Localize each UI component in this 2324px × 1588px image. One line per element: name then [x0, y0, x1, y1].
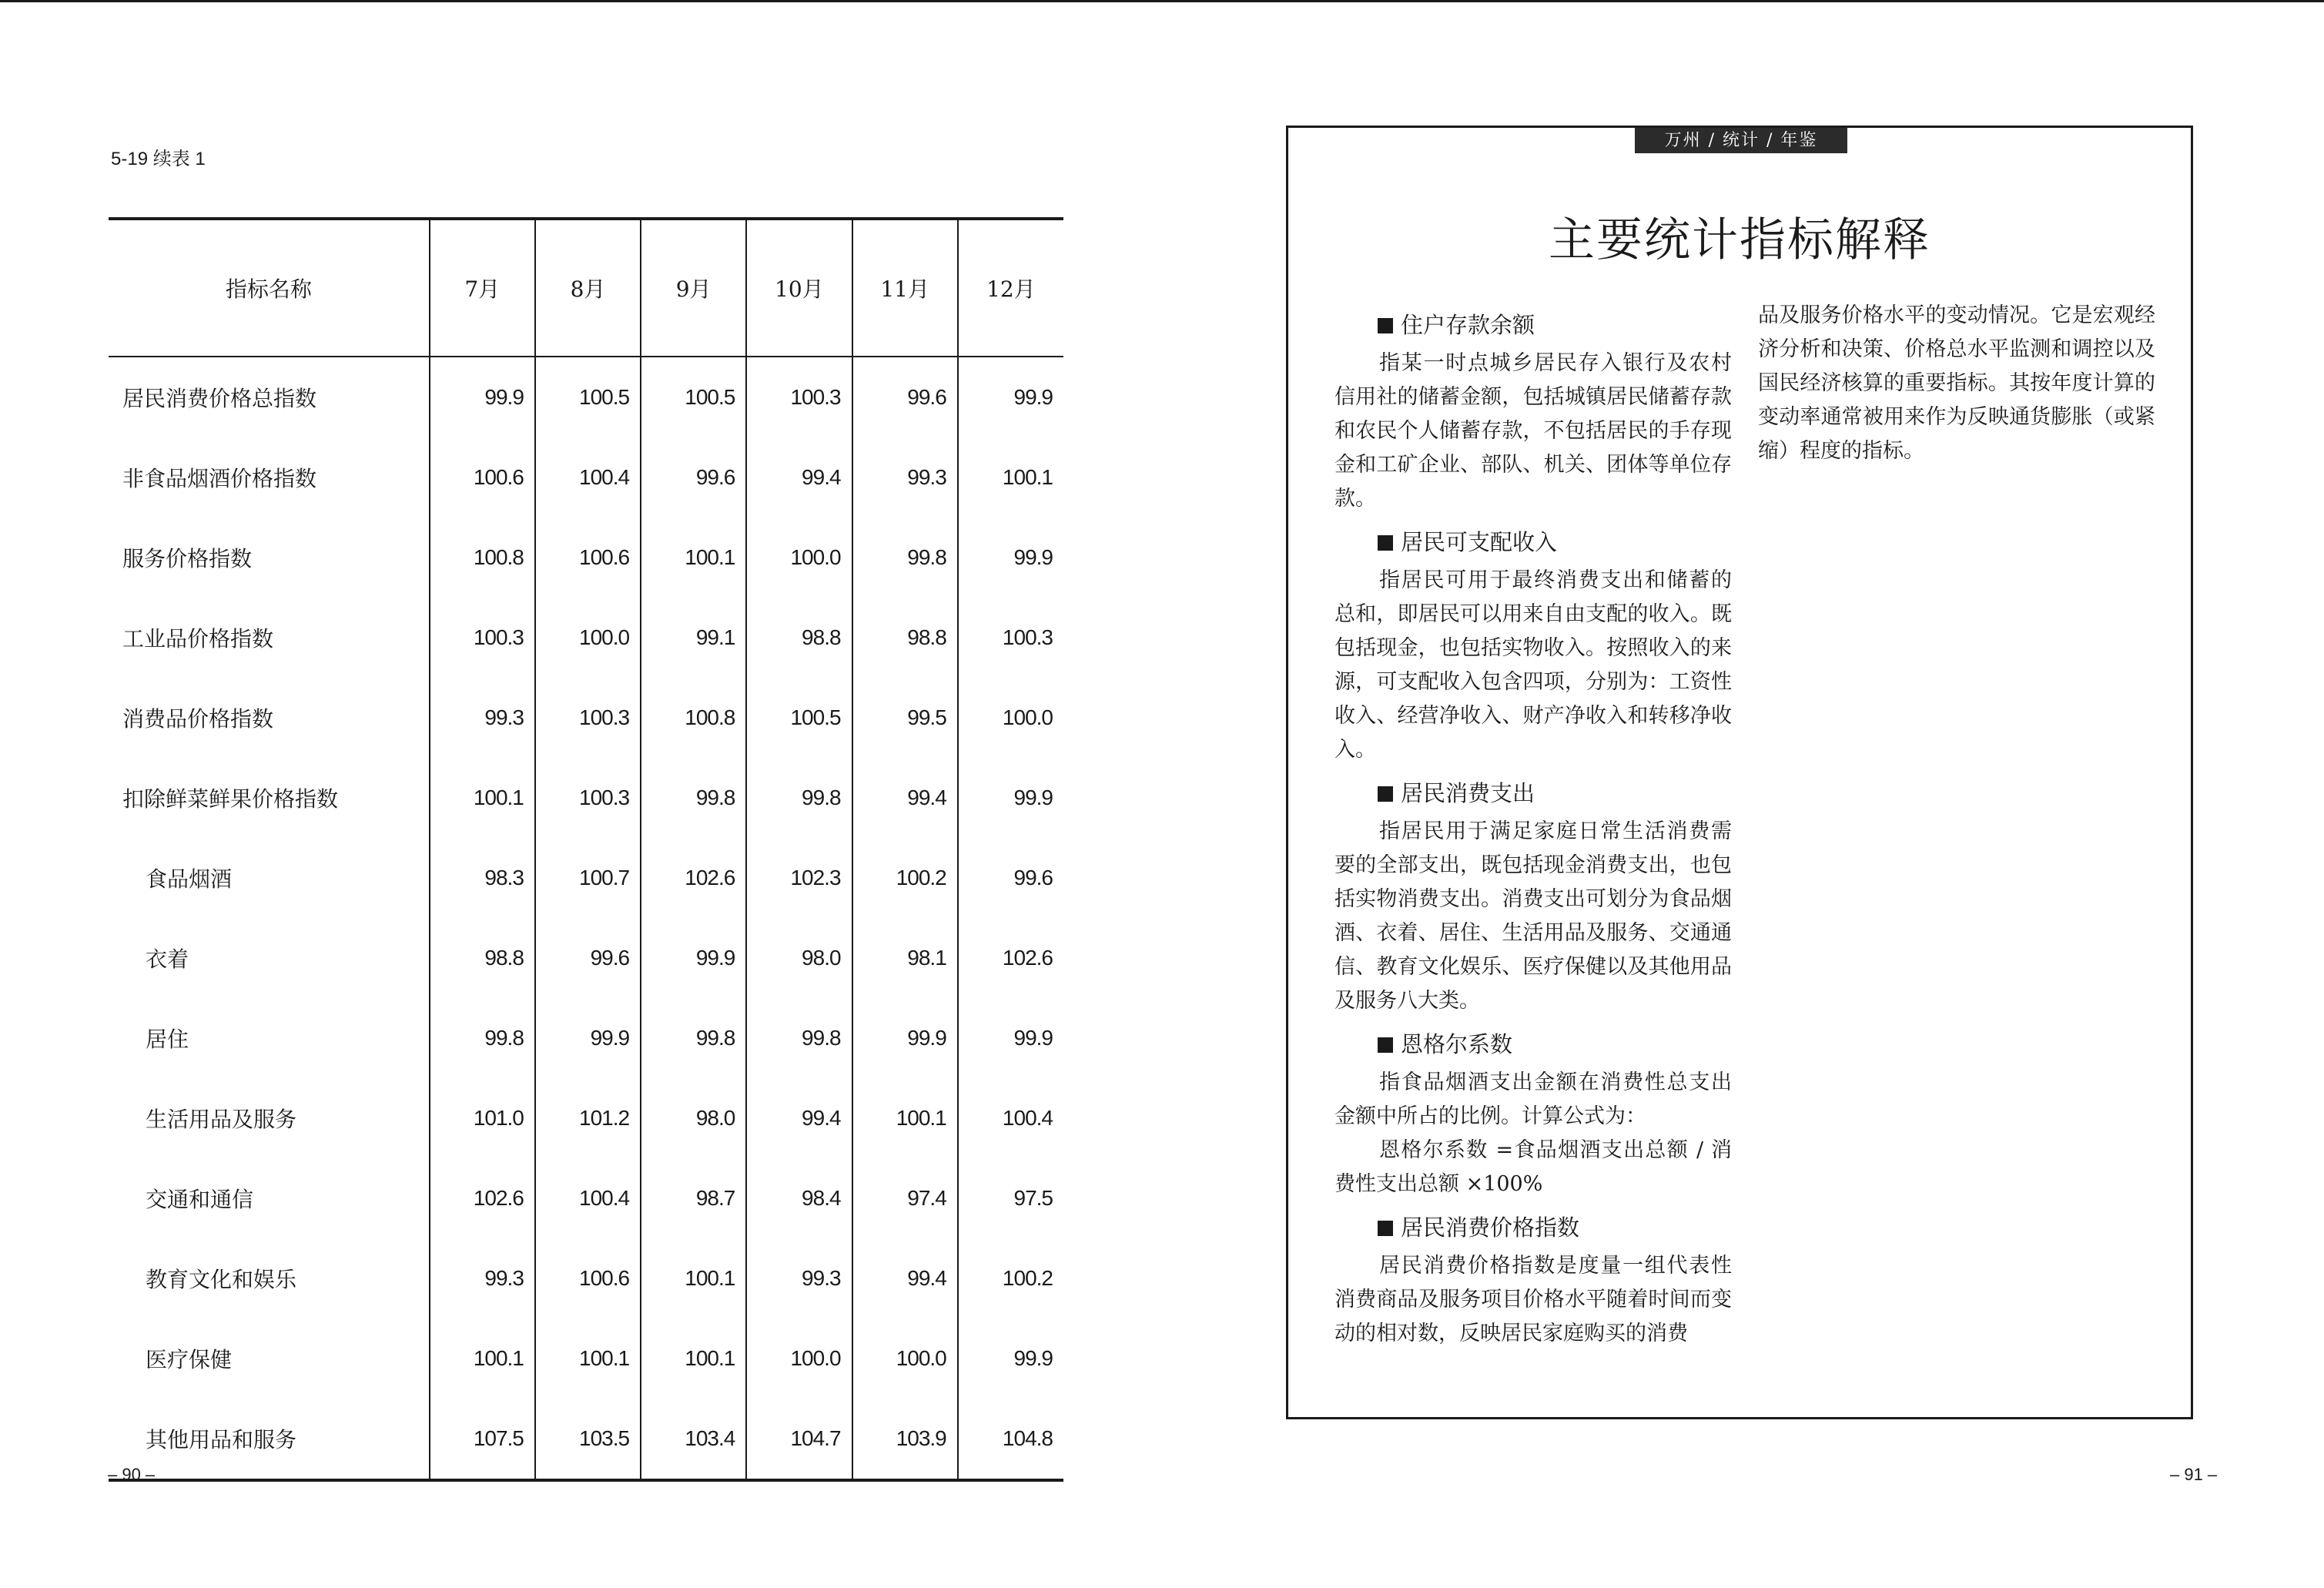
- index-value-cell: 101.0: [430, 1078, 535, 1158]
- index-value-cell: 98.0: [746, 918, 852, 998]
- row-indicator-name: 衣着: [146, 946, 189, 972]
- row-indicator-name: 生活用品及服务: [146, 1107, 297, 1132]
- index-value-cell: 99.8: [641, 998, 746, 1078]
- index-value-cell: 99.4: [746, 1078, 852, 1158]
- square-bullet-icon: [1378, 786, 1393, 802]
- index-value-cell: 100.5: [641, 357, 746, 437]
- header-month: 12月: [958, 219, 1063, 357]
- row-indicator-name: 医疗保健: [146, 1347, 233, 1372]
- index-value-cell: 99.9: [958, 1318, 1063, 1399]
- section-heading: 恩格尔系数: [1378, 1027, 1732, 1061]
- index-value-cell: 100.5: [535, 357, 641, 437]
- index-value-cell: 99.8: [430, 998, 535, 1078]
- section: [1334, 525, 1732, 767]
- table-body: [109, 357, 1063, 1480]
- index-value-cell: 99.9: [535, 998, 641, 1078]
- index-value-cell: 102.6: [958, 918, 1063, 998]
- table-row: [109, 1078, 1063, 1158]
- index-value-cell: 102.6: [641, 838, 746, 918]
- index-value-cell: 100.2: [958, 1238, 1063, 1318]
- table-row: [109, 357, 1063, 437]
- row-indicator-name: 消费品价格指数: [122, 706, 274, 732]
- index-value-cell: 99.4: [746, 437, 852, 518]
- section-continuation: 品及服务价格水平的变动情况。它是宏观经济分析和决策、价格总水平监测和调控以及国民经济核算的重要指标。其按年度计算的变动率通常被用来作为反映通货膨胀（或紧缩）程度的指标。: [1758, 303, 2155, 463]
- section: [1334, 308, 1732, 516]
- header-month: 9月: [641, 219, 746, 357]
- index-value-cell: 99.9: [958, 998, 1063, 1078]
- index-value-cell: 100.4: [535, 1158, 641, 1238]
- index-value-cell: 100.1: [641, 518, 746, 598]
- index-value-cell: 107.5: [430, 1399, 535, 1480]
- table-row: [109, 1238, 1063, 1318]
- section-body: 指居民用于满足家庭日常生活消费需要的全部支出，既包括现金消费支出，也包括实物消费支出。消费支出可划分为食品烟酒、衣着、居住、生活用品及服务、交通通信、教育文化娱乐、医疗保健以及其他用品及服务八大类。: [1334, 819, 1732, 1013]
- section-body: 指某一时点城乡居民存入银行及农村信用社的储蓄金额，包括城镇居民储蓄存款和农民个人储蓄存款，不包括居民的手存现金和工矿企业、部队、机关、团体等单位存款。: [1334, 351, 1732, 511]
- row-indicator-name: 教育文化和娱乐: [146, 1267, 297, 1292]
- index-value-cell: 103.9: [852, 1399, 958, 1480]
- index-value-cell: 100.3: [535, 758, 641, 838]
- table-row: [109, 998, 1063, 1078]
- index-value-cell: 98.8: [430, 918, 535, 998]
- index-value-cell: 100.3: [430, 598, 535, 678]
- index-value-cell: 104.8: [958, 1399, 1063, 1480]
- index-value-cell: 100.7: [535, 838, 641, 918]
- index-value-cell: 100.5: [746, 678, 852, 758]
- index-value-cell: 99.9: [430, 357, 535, 437]
- section-body: 指居民可用于最终消费支出和储蓄的总和，即居民可以用来自由支配的收入。既包括现金，也包括实物收入。按照收入的来源，可支配收入包含四项，分别为：工资性收入、经营净收入、财产净收入和转移净收入。: [1334, 568, 1732, 762]
- index-value-cell: 99.6: [641, 437, 746, 518]
- index-value-cell: 97.5: [958, 1158, 1063, 1238]
- section-body: 指食品烟酒支出金额在消费性总支出金额中所占的比例。计算公式为：: [1334, 1070, 1732, 1128]
- index-value-cell: 100.0: [852, 1318, 958, 1399]
- index-value-cell: 100.0: [535, 598, 641, 678]
- square-bullet-icon: [1378, 535, 1393, 551]
- index-value-cell: 99.6: [958, 838, 1063, 918]
- index-value-cell: 99.3: [430, 678, 535, 758]
- index-value-cell: 98.8: [852, 598, 958, 678]
- definitions-frame: [1286, 126, 2193, 1419]
- table-row: [109, 918, 1063, 998]
- square-bullet-icon: [1378, 1037, 1393, 1053]
- table-header-row: [109, 219, 1063, 357]
- index-value-cell: 99.6: [852, 357, 958, 437]
- table-row: [109, 1158, 1063, 1238]
- table-row: [109, 437, 1063, 518]
- index-value-cell: 99.1: [641, 598, 746, 678]
- index-value-cell: 98.3: [430, 838, 535, 918]
- index-value-cell: 100.1: [852, 1078, 958, 1158]
- section-heading: 居民可支配收入: [1378, 525, 1732, 559]
- index-value-cell: 104.7: [746, 1399, 852, 1480]
- row-indicator-name: 扣除鲜菜鲜果价格指数: [122, 786, 339, 812]
- index-value-cell: 100.3: [746, 357, 852, 437]
- price-index-table: [109, 217, 1063, 1482]
- header-month: 7月: [430, 219, 535, 357]
- section-body: 居民消费价格指数是度量一组代表性消费商品及服务项目价格水平随着时间而变动的相对数，反映居民家庭购买的消费: [1334, 1254, 1732, 1345]
- table-row: [109, 838, 1063, 918]
- section-heading: 居民消费价格指数: [1378, 1211, 1732, 1245]
- index-value-cell: 99.3: [852, 437, 958, 518]
- row-indicator-name: 工业品价格指数: [122, 626, 274, 652]
- index-value-cell: 100.0: [746, 518, 852, 598]
- index-value-cell: 100.1: [641, 1318, 746, 1399]
- row-indicator-name: 居民消费价格总指数: [122, 386, 317, 411]
- index-value-cell: 101.2: [535, 1078, 641, 1158]
- index-value-cell: 99.9: [958, 518, 1063, 598]
- index-value-cell: 103.4: [641, 1399, 746, 1480]
- index-value-cell: 100.6: [430, 437, 535, 518]
- index-value-cell: 100.0: [958, 678, 1063, 758]
- table-row: [109, 598, 1063, 678]
- index-value-cell: 99.4: [852, 1238, 958, 1318]
- row-indicator-name: 居住: [146, 1027, 189, 1052]
- index-value-cell: 98.7: [641, 1158, 746, 1238]
- index-value-cell: 99.6: [535, 918, 641, 998]
- text-column-left: [1334, 299, 1732, 1351]
- header-month: 8月: [535, 219, 641, 357]
- row-indicator-name: 非食品烟酒价格指数: [122, 466, 317, 491]
- index-value-cell: 100.1: [641, 1238, 746, 1318]
- page-number-right: – 91 –: [2170, 1465, 2218, 1484]
- table-row: [109, 518, 1063, 598]
- table-row: [109, 758, 1063, 838]
- header-month: 11月: [852, 219, 958, 357]
- section: [1334, 1027, 1732, 1201]
- index-value-cell: 99.9: [852, 998, 958, 1078]
- index-value-cell: 99.8: [746, 998, 852, 1078]
- section-heading: 住户存款余额: [1378, 308, 1732, 342]
- page-title: 主要统计指标解释: [1549, 213, 1931, 267]
- row-indicator-name: 其他用品和服务: [109, 1399, 430, 1480]
- index-value-cell: 100.8: [430, 518, 535, 598]
- index-value-cell: 99.3: [746, 1238, 852, 1318]
- index-value-cell: 100.4: [958, 1078, 1063, 1158]
- index-value-cell: 98.4: [746, 1158, 852, 1238]
- index-value-cell: 100.6: [535, 1238, 641, 1318]
- index-value-cell: 100.1: [430, 1318, 535, 1399]
- index-value-cell: 100.6: [535, 518, 641, 598]
- section-heading: 居民消费支出: [1378, 776, 1732, 810]
- table-row: [109, 678, 1063, 758]
- row-indicator-name: 服务价格指数: [122, 546, 253, 571]
- index-value-cell: 100.8: [641, 678, 746, 758]
- index-value-cell: 97.4: [852, 1158, 958, 1238]
- index-value-cell: 100.2: [852, 838, 958, 918]
- index-value-cell: 99.9: [958, 357, 1063, 437]
- text-column-right: [1758, 299, 2155, 468]
- index-value-cell: 99.8: [852, 518, 958, 598]
- index-value-cell: 100.3: [958, 598, 1063, 678]
- table-caption: 5-19 续表 1: [111, 149, 206, 169]
- row-indicator-name: 交通和通信: [146, 1187, 254, 1212]
- index-value-cell: 98.8: [746, 598, 852, 678]
- index-value-cell: 100.0: [746, 1318, 852, 1399]
- header-month: 10月: [746, 219, 852, 357]
- index-value-cell: 102.3: [746, 838, 852, 918]
- square-bullet-icon: [1378, 1221, 1393, 1236]
- index-value-cell: 100.1: [430, 758, 535, 838]
- index-value-cell: 99.3: [430, 1238, 535, 1318]
- index-value-cell: 98.1: [852, 918, 958, 998]
- page-number-left: – 90 –: [108, 1465, 156, 1484]
- header-indicator-name: 指标名称: [109, 219, 430, 357]
- index-value-cell: 100.3: [535, 678, 641, 758]
- yearbook-banner: 万州 / 统计 / 年鉴: [1635, 128, 1847, 153]
- table-row: [109, 1318, 1063, 1399]
- section: [1334, 776, 1732, 1018]
- index-value-cell: 99.4: [852, 758, 958, 838]
- square-bullet-icon: [1378, 318, 1393, 333]
- index-value-cell: 99.5: [852, 678, 958, 758]
- index-value-cell: 100.4: [535, 437, 641, 518]
- engel-formula: 恩格尔系数 =食品烟酒支出总额 / 消费性支出总额 ×100%: [1334, 1138, 1732, 1196]
- index-value-cell: 100.1: [535, 1318, 641, 1399]
- index-value-cell: 102.6: [430, 1158, 535, 1238]
- index-value-cell: 99.8: [641, 758, 746, 838]
- index-value-cell: 99.8: [746, 758, 852, 838]
- index-value-cell: 100.1: [958, 437, 1063, 518]
- row-indicator-name: 食品烟酒: [146, 866, 233, 892]
- table-row: [109, 1399, 1063, 1480]
- index-value-cell: 98.0: [641, 1078, 746, 1158]
- index-value-cell: 99.9: [958, 758, 1063, 838]
- index-value-cell: 99.9: [641, 918, 746, 998]
- section: [1334, 1211, 1732, 1351]
- index-value-cell: 103.5: [535, 1399, 641, 1480]
